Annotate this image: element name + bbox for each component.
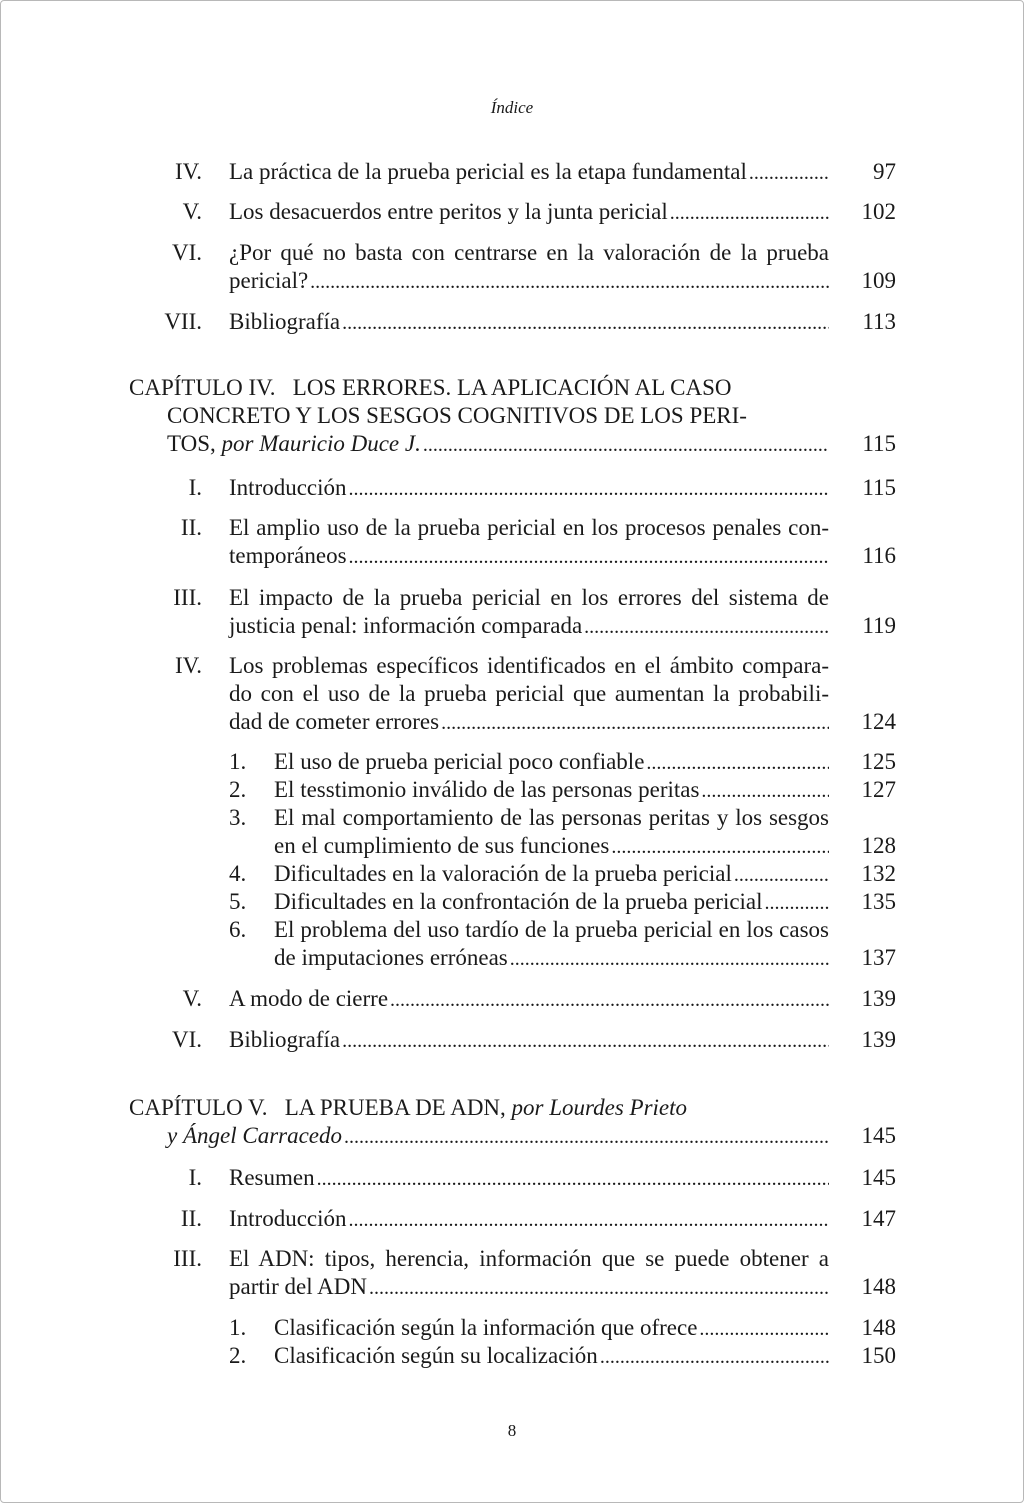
leader-dots — [749, 159, 829, 187]
entry-title: Clasificación según su localización — [274, 1343, 598, 1368]
entry-title: Clasificación según la información que ofrece — [274, 1315, 698, 1340]
entry-number: 6. — [229, 917, 247, 942]
entry-title: Resumen — [229, 1165, 315, 1190]
page-number: 128 — [861, 833, 896, 858]
entry-number: V. — [182, 199, 202, 224]
entry-number: IV. — [174, 159, 202, 184]
leader-dots — [342, 309, 829, 337]
entry-number: 1. — [229, 1315, 247, 1340]
entry-title: El tesstimonio inválido de las personas peritas — [274, 777, 700, 802]
page-number: 145 — [861, 1165, 896, 1190]
entry-number: VI. — [171, 1027, 202, 1052]
entry-title-line: Los problemas específicos identificados en el ámbito compara- — [229, 653, 829, 678]
page-number: 139 — [861, 986, 896, 1011]
page-number: 145 — [861, 1123, 896, 1148]
leader-dots — [701, 777, 829, 805]
page-number: 97 — [873, 159, 896, 184]
entry-title-line: en el cumplimiento de sus funciones — [274, 833, 610, 858]
entry-title: Introducción — [229, 475, 347, 500]
entry-title: Dificultades en la confrontación de la prueba pericial — [274, 889, 763, 914]
entry-number: IV. — [174, 653, 202, 678]
entry-title: Los desacuerdos entre peritos y la junta pericial — [229, 199, 668, 224]
page-number: 116 — [862, 543, 896, 568]
entry-title-line: partir del ADN — [229, 1274, 367, 1299]
leader-dots — [423, 431, 829, 459]
page-number: 124 — [861, 709, 896, 734]
leader-dots — [349, 543, 829, 571]
entry-title-line: El impacto de la prueba pericial en los errores del sistema de — [229, 585, 829, 610]
leader-dots — [600, 1343, 829, 1371]
leader-dots — [441, 709, 829, 737]
entry-title-line: dad de cometer errores — [229, 709, 440, 734]
leader-dots — [611, 833, 829, 861]
page-number: 132 — [861, 861, 896, 886]
leader-dots — [584, 613, 829, 641]
entry-number: 2. — [229, 777, 247, 802]
entry-number: 5. — [229, 889, 247, 914]
page-folio: 8 — [507, 1421, 517, 1440]
page-number: 125 — [861, 749, 896, 774]
entry-number: 3. — [229, 805, 247, 830]
entry-number: V. — [182, 986, 202, 1011]
leader-dots — [342, 1027, 829, 1055]
entry-title: La práctica de la prueba pericial es la etapa fundamental — [229, 159, 747, 184]
entry-title-line: El mal comportamiento de las personas peritas y los sesgos — [274, 805, 829, 830]
chapter-title-line: CAPÍTULO V. LA PRUEBA DE ADN, — [129, 1095, 512, 1120]
entry-number: 1. — [229, 749, 247, 774]
leader-dots — [317, 1165, 829, 1193]
page-number: 119 — [862, 613, 896, 638]
entry-title-line: do con el uso de la prueba pericial que aumentan la probabili- — [229, 681, 829, 706]
running-header: Índice — [490, 98, 534, 117]
entry-title: Bibliografía — [229, 1027, 341, 1052]
chapter-author: por Lourdes Prieto — [511, 1095, 688, 1120]
chapter-author: y Ángel Carracedo — [167, 1123, 343, 1148]
entry-title-line: temporáneos — [229, 543, 347, 568]
entry-title-line: justicia penal: información comparada — [229, 613, 583, 638]
leader-dots — [699, 1315, 829, 1343]
entry-number: I. — [188, 1165, 202, 1190]
leader-dots — [734, 861, 829, 889]
entry-number: II. — [180, 515, 202, 540]
page-number: 109 — [861, 268, 896, 293]
leader-dots — [670, 199, 829, 227]
leader-dots — [646, 749, 829, 777]
entry-title: Dificultades en la valoración de la prueba pericial — [274, 861, 732, 886]
page-number: 137 — [861, 945, 896, 970]
entry-title: A modo de cierre — [229, 986, 389, 1011]
entry-title-line: pericial? — [229, 268, 309, 293]
leader-dots — [765, 889, 829, 917]
entry-title: Introducción — [229, 1206, 347, 1231]
entry-number: 4. — [229, 861, 247, 886]
entry-number: 2. — [229, 1343, 247, 1368]
entry-number: VI. — [171, 240, 202, 265]
page-number: 148 — [861, 1315, 896, 1340]
leader-dots — [349, 475, 829, 503]
entry-number: III. — [173, 585, 202, 610]
chapter-title-line: CAPÍTULO IV. LOS ERRORES. LA APLICACIÓN AL CASO — [129, 375, 732, 400]
page-number: 150 — [861, 1343, 896, 1368]
entry-title-line: El problema del uso tardío de la prueba pericial en los casos — [274, 917, 829, 942]
page-number: 135 — [861, 889, 896, 914]
chapter-title-line: TOS, — [167, 431, 222, 456]
page-number: 147 — [861, 1206, 896, 1231]
page-number: 102 — [861, 199, 896, 224]
page-number: 113 — [862, 309, 896, 334]
page-number: 115 — [862, 475, 896, 500]
entry-title-line: de imputaciones erróneas — [274, 945, 508, 970]
chapter-title-line: CONCRETO Y LOS SESGOS COGNITIVOS DE LOS PERI- — [167, 403, 747, 428]
entry-title: El uso de prueba pericial poco confiable — [274, 749, 645, 774]
entry-number: II. — [180, 1206, 202, 1231]
entry-title: Bibliografía — [229, 309, 341, 334]
leader-dots — [310, 268, 829, 296]
leader-dots — [349, 1206, 829, 1234]
entry-title-line: El ADN: tipos, herencia, información que se puede obtener a — [229, 1246, 829, 1271]
page-number: 148 — [861, 1274, 896, 1299]
leader-dots — [344, 1123, 829, 1151]
leader-dots — [369, 1274, 829, 1302]
entry-title-line: ¿Por qué no basta con centrarse en la valoración de la prueba — [229, 240, 829, 265]
page-number: 139 — [861, 1027, 896, 1052]
entry-number: III. — [173, 1246, 202, 1271]
page-number: 115 — [862, 431, 896, 456]
entry-title-line: El amplio uso de la prueba pericial en los procesos penales con- — [229, 515, 829, 540]
page-number: 127 — [861, 777, 896, 802]
chapter-author: por Mauricio Duce J. — [221, 431, 421, 456]
entry-number: I. — [188, 475, 202, 500]
leader-dots — [390, 986, 829, 1014]
leader-dots — [510, 945, 829, 973]
entry-number: VII. — [164, 309, 202, 334]
